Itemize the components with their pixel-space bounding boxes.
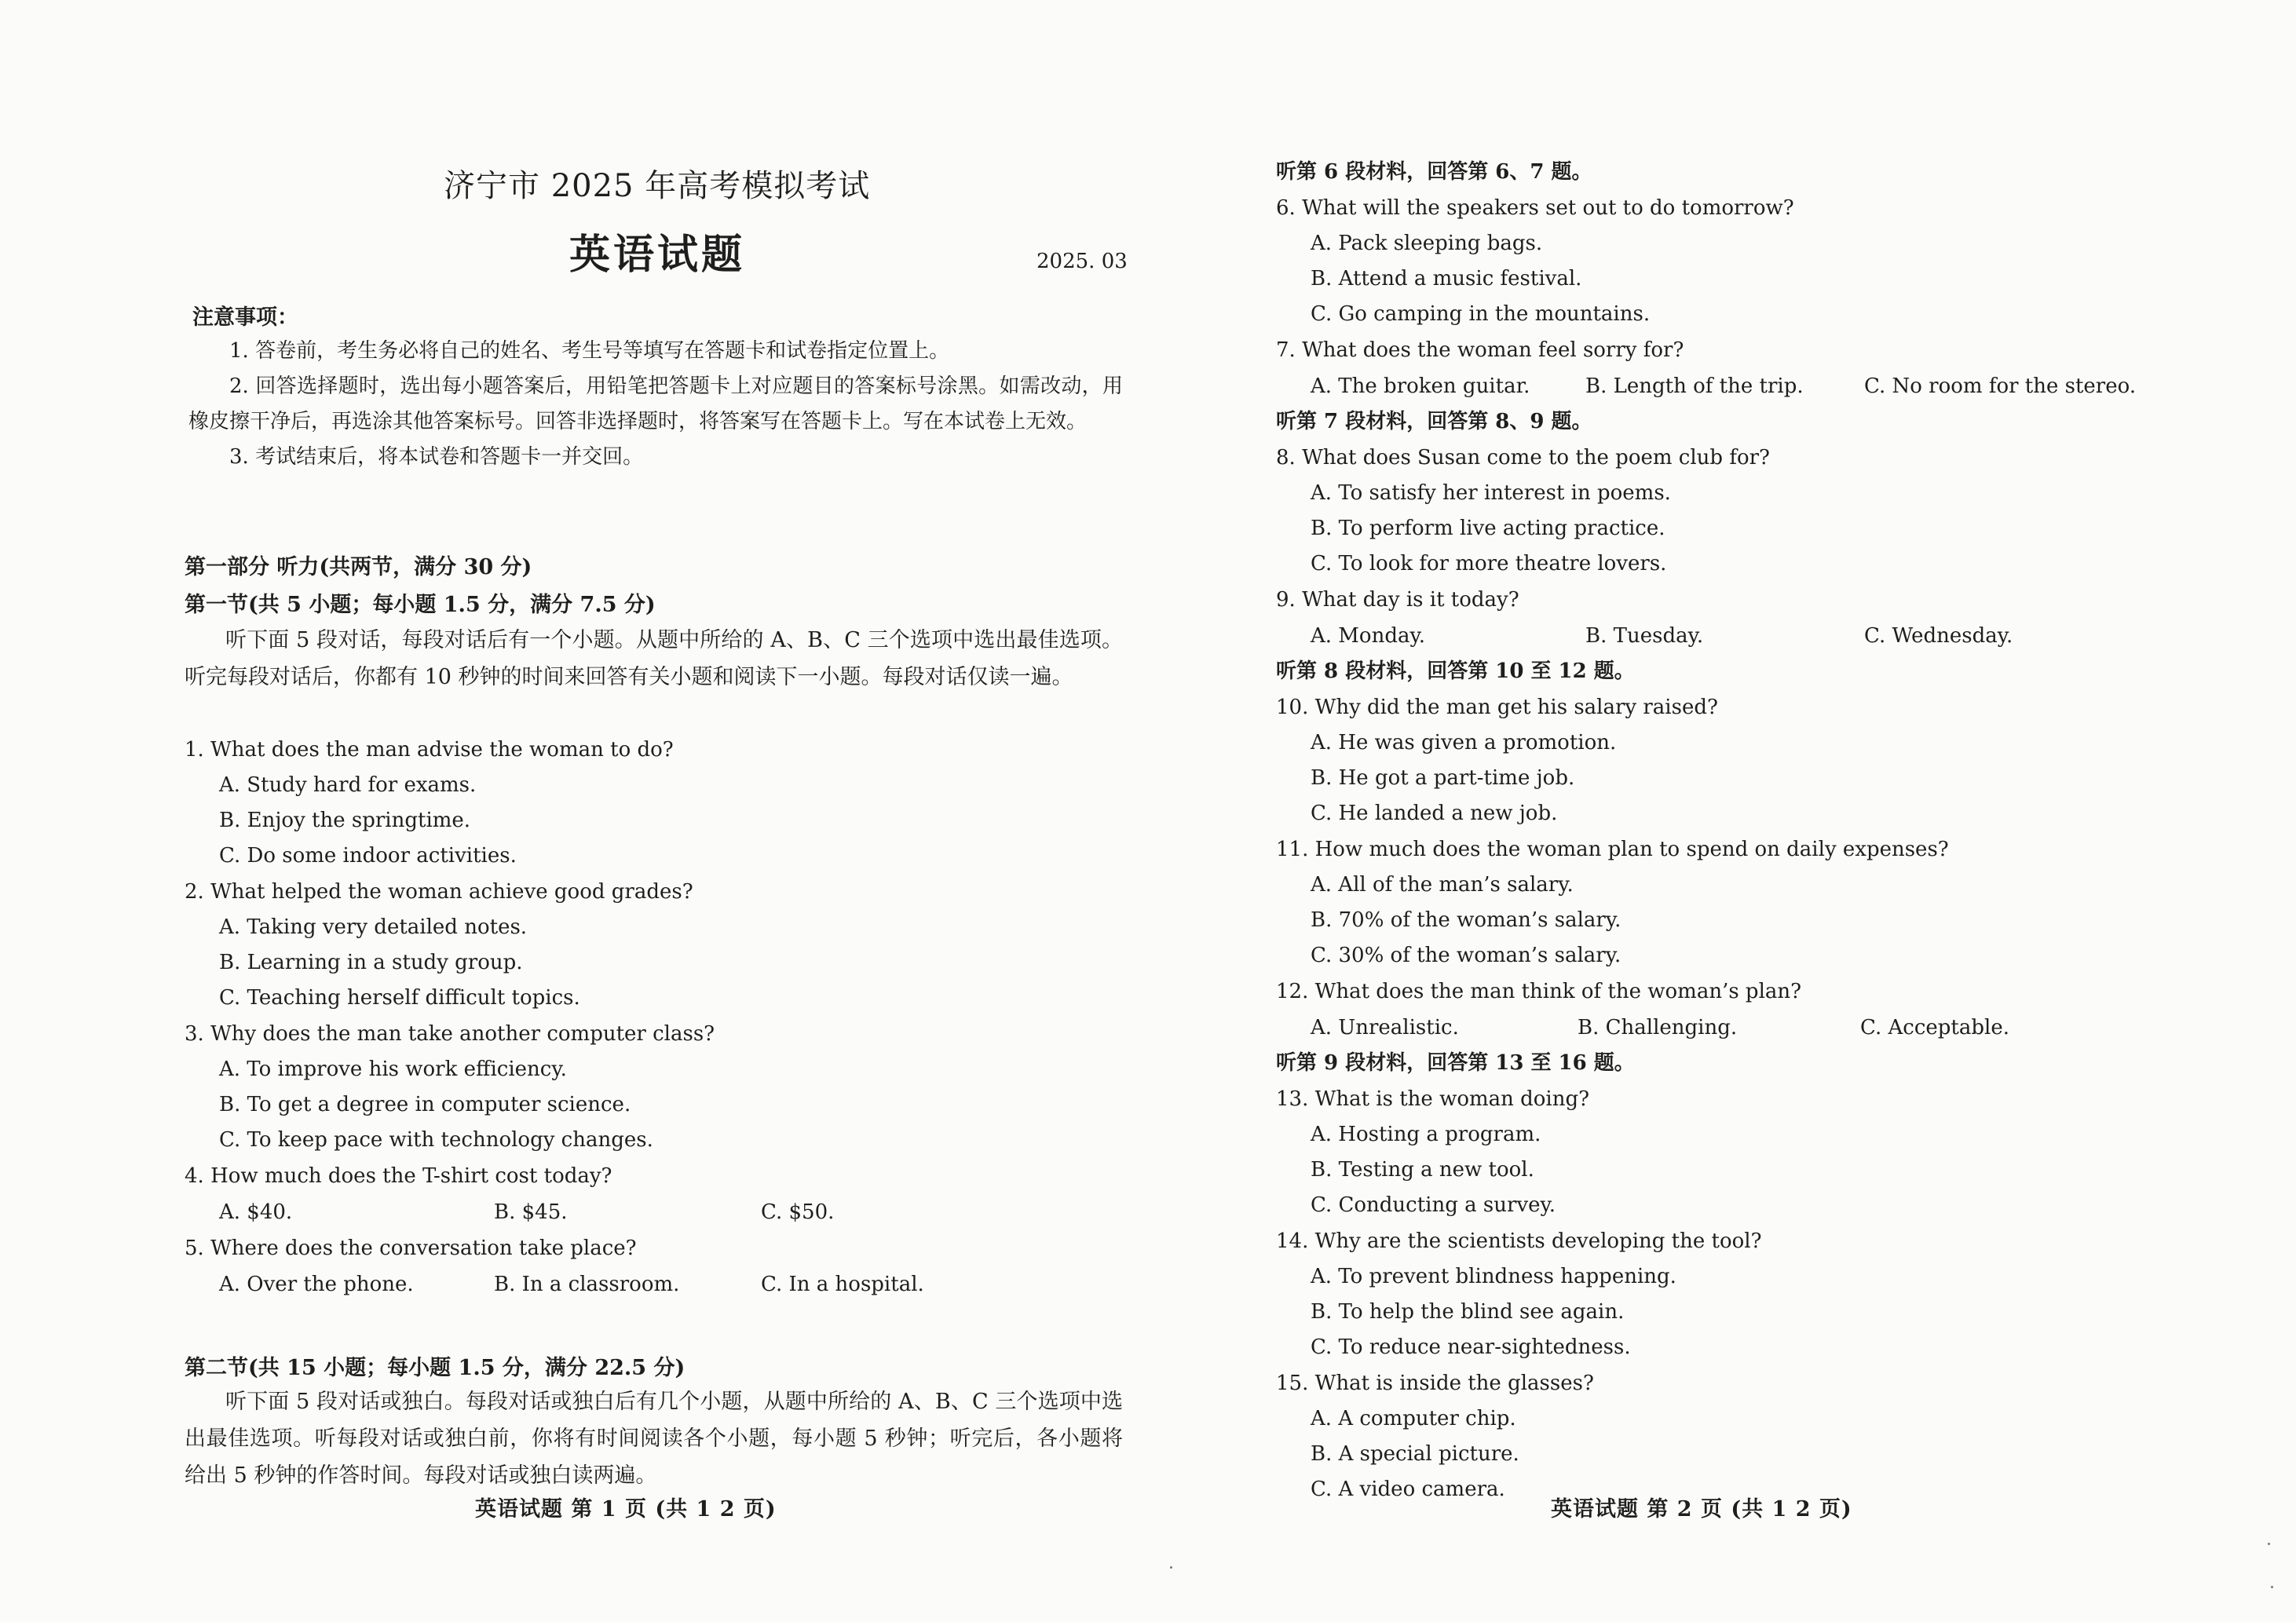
option-7b: B. Length of the trip. (1585, 374, 1804, 398)
option-14b: B. To help the blind see again. (1311, 1300, 1625, 1324)
question-list (185, 732, 1119, 1302)
options-row-9 (1276, 618, 2148, 654)
option-4b: B. $45. (494, 1200, 568, 1224)
scan-speck (1170, 1566, 1172, 1569)
notice-list (188, 334, 1123, 475)
option-5c: C. In a hospital. (761, 1273, 924, 1296)
option-3a: A. To improve his work efficiency. (219, 1058, 567, 1081)
option-13a: A. Hosting a program. (1311, 1123, 1541, 1146)
option-4c: C. $50. (761, 1200, 835, 1224)
option-1c: C. Do some indoor activities. (219, 844, 517, 868)
exam-subject-title: 英语试题 (569, 231, 746, 279)
option-14a: A. To prevent blindness happening. (1311, 1265, 1676, 1288)
part1-heading: 第一部分 听力(共两节，满分 30 分) (185, 555, 532, 579)
notice-item: 3. 考试结束后，将本试卷和答题卡一并交回。 (229, 445, 644, 469)
option-14c: C. To reduce near-sightedness. (1311, 1335, 1631, 1359)
question-10: 10. Why did the man get his salary raised? (1276, 696, 1718, 719)
section1-heading: 第一节(共 5 小题；每小题 1.5 分，满分 7.5 分) (185, 593, 656, 617)
option-4a: A. $40. (219, 1200, 293, 1224)
question-5: 5. Where does the conversation take place? (185, 1237, 637, 1260)
question-3: 3. Why does the man take another computer class? (185, 1022, 715, 1046)
option-9c: C. Wednesday. (1864, 624, 2013, 648)
options-row-7 (1276, 368, 2148, 404)
section2-instruction: 听下面 5 段对话或独白。每段对话或独白后有几个小题，从题中所给的 A、B、C 三个选项中选出最佳选项。听每段对话或独白前，你将有时间阅读各个小题，每小题 5 秒钟；听完后，各小题将给出 5 秒钟的作答时间。每段对话或独白读两遍。 (185, 1390, 1123, 1488)
option-8c: C. To look for more theatre lovers. (1311, 552, 1667, 575)
option-13c: C. Conducting a survey. (1311, 1193, 1556, 1217)
page-footer-1: 英语试题 第 1 页 (共 1 2 页) (475, 1497, 777, 1522)
question-15: 15. What is inside the glasses? (1276, 1372, 1594, 1395)
options-row-4 (185, 1194, 1119, 1230)
option-9b: B. Tuesday. (1585, 624, 1704, 648)
options-row-12 (1276, 1010, 2148, 1046)
exam-date: 2025. 03 (1036, 250, 1128, 273)
option-15b: B. A special picture. (1311, 1442, 1519, 1466)
option-12a: A. Unrealistic. (1311, 1016, 1459, 1039)
option-6b: B. Attend a music festival. (1311, 267, 1582, 290)
segment-heading-9: 听第 9 段材料，回答第 13 至 16 题。 (1276, 1051, 1635, 1075)
option-15a: A. A computer chip. (1311, 1407, 1516, 1430)
option-12c: C. Acceptable. (1860, 1016, 2009, 1039)
option-5a: A. Over the phone. (219, 1273, 414, 1296)
option-6c: C. Go camping in the mountains. (1311, 302, 1651, 326)
option-9a: A. Monday. (1311, 624, 1425, 648)
option-1b: B. Enjoy the springtime. (219, 809, 471, 832)
section2-heading: 第二节(共 15 小题；每小题 1.5 分，满分 22.5 分) (185, 1356, 686, 1380)
option-2b: B. Learning in a study group. (219, 951, 523, 974)
exam-title: 济宁市 2025 年高考模拟考试 (444, 168, 871, 204)
notice-item: 1. 答卷前，考生务必将自己的姓名、考生号等填写在答题卡和试卷指定位置上。 (229, 339, 950, 363)
question-7: 7. What does the woman feel sorry for? (1276, 338, 1684, 362)
option-12b: B. Challenging. (1578, 1016, 1738, 1039)
option-7c: C. No room for the stereo. (1864, 374, 2137, 398)
question-12: 12. What does the man think of the woman’s plan? (1276, 980, 1802, 1003)
option-2c: C. Teaching herself difficult topics. (219, 986, 580, 1010)
option-10b: B. He got a part-time job. (1311, 766, 1575, 790)
option-10c: C. He landed a new job. (1311, 802, 1558, 825)
question-14: 14. Why are the scientists developing the tool? (1276, 1229, 1762, 1253)
options-row-5 (185, 1266, 1119, 1302)
question-8: 8. What does Susan come to the poem club for? (1276, 446, 1770, 469)
scan-speck (2271, 1586, 2273, 1588)
question-2: 2. What helped the woman achieve good grades? (185, 880, 693, 904)
option-2a: A. Taking very detailed notes. (219, 915, 528, 939)
question-1: 1. What does the man advise the woman to do? (185, 738, 674, 762)
option-11a: A. All of the man’s salary. (1311, 873, 1574, 897)
option-10a: A. He was given a promotion. (1311, 731, 1617, 754)
question-4: 4. How much does the T-shirt cost today? (185, 1164, 612, 1188)
option-15c: C. A video camera. (1311, 1478, 1505, 1501)
question-6: 6. What will the speakers set out to do tomorrow? (1276, 196, 1794, 220)
question-9: 9. What day is it today? (1276, 588, 1519, 612)
option-11c: C. 30% of the woman’s salary. (1311, 944, 1621, 967)
segment-heading-6: 听第 6 段材料，回答第 6、7 题。 (1276, 160, 1592, 184)
question-list-page2 (1276, 155, 2148, 1507)
option-7a: A. The broken guitar. (1311, 374, 1530, 398)
notice-item: 2. 回答选择题时，选出每小题答案后，用铅笔把答题卡上对应题目的答案标号涂黑。如需改动，用橡皮擦干净后，再选涂其他答案标号。回答非选择题时，将答案写在答题卡上。写在本试卷上无效。 (188, 374, 1123, 433)
scan-speck (2268, 1543, 2270, 1545)
option-8a: A. To satisfy her interest in poems. (1311, 481, 1671, 505)
option-1a: A. Study hard for exams. (219, 773, 477, 797)
option-3c: C. To keep pace with technology changes. (219, 1128, 653, 1152)
page-footer-2: 英语试题 第 2 页 (共 1 2 页) (1551, 1497, 1852, 1522)
option-6a: A. Pack sleeping bags. (1311, 232, 1543, 255)
question-13: 13. What is the woman doing? (1276, 1087, 1590, 1111)
option-11b: B. 70% of the woman’s salary. (1311, 908, 1621, 932)
option-5b: B. In a classroom. (494, 1273, 680, 1296)
segment-heading-8: 听第 8 段材料，回答第 10 至 12 题。 (1276, 659, 1635, 683)
notice-heading: 注意事项： (192, 305, 298, 330)
option-13b: B. Testing a new tool. (1311, 1158, 1534, 1182)
question-11: 11. How much does the woman plan to spend on daily expenses? (1276, 838, 1949, 861)
section1-instruction: 听下面 5 段对话，每段对话后有一个小题。从题中所给的 A、B、C 三个选项中选出最佳选项。听完每段对话后，你都有 10 秒钟的时间来回答有关小题和阅读下一小题。每段对话仅读一遍。 (185, 628, 1123, 689)
option-3b: B. To get a degree in computer science. (219, 1093, 631, 1116)
option-8b: B. To perform live acting practice. (1311, 517, 1665, 540)
segment-heading-7: 听第 7 段材料，回答第 8、9 题。 (1276, 410, 1592, 433)
